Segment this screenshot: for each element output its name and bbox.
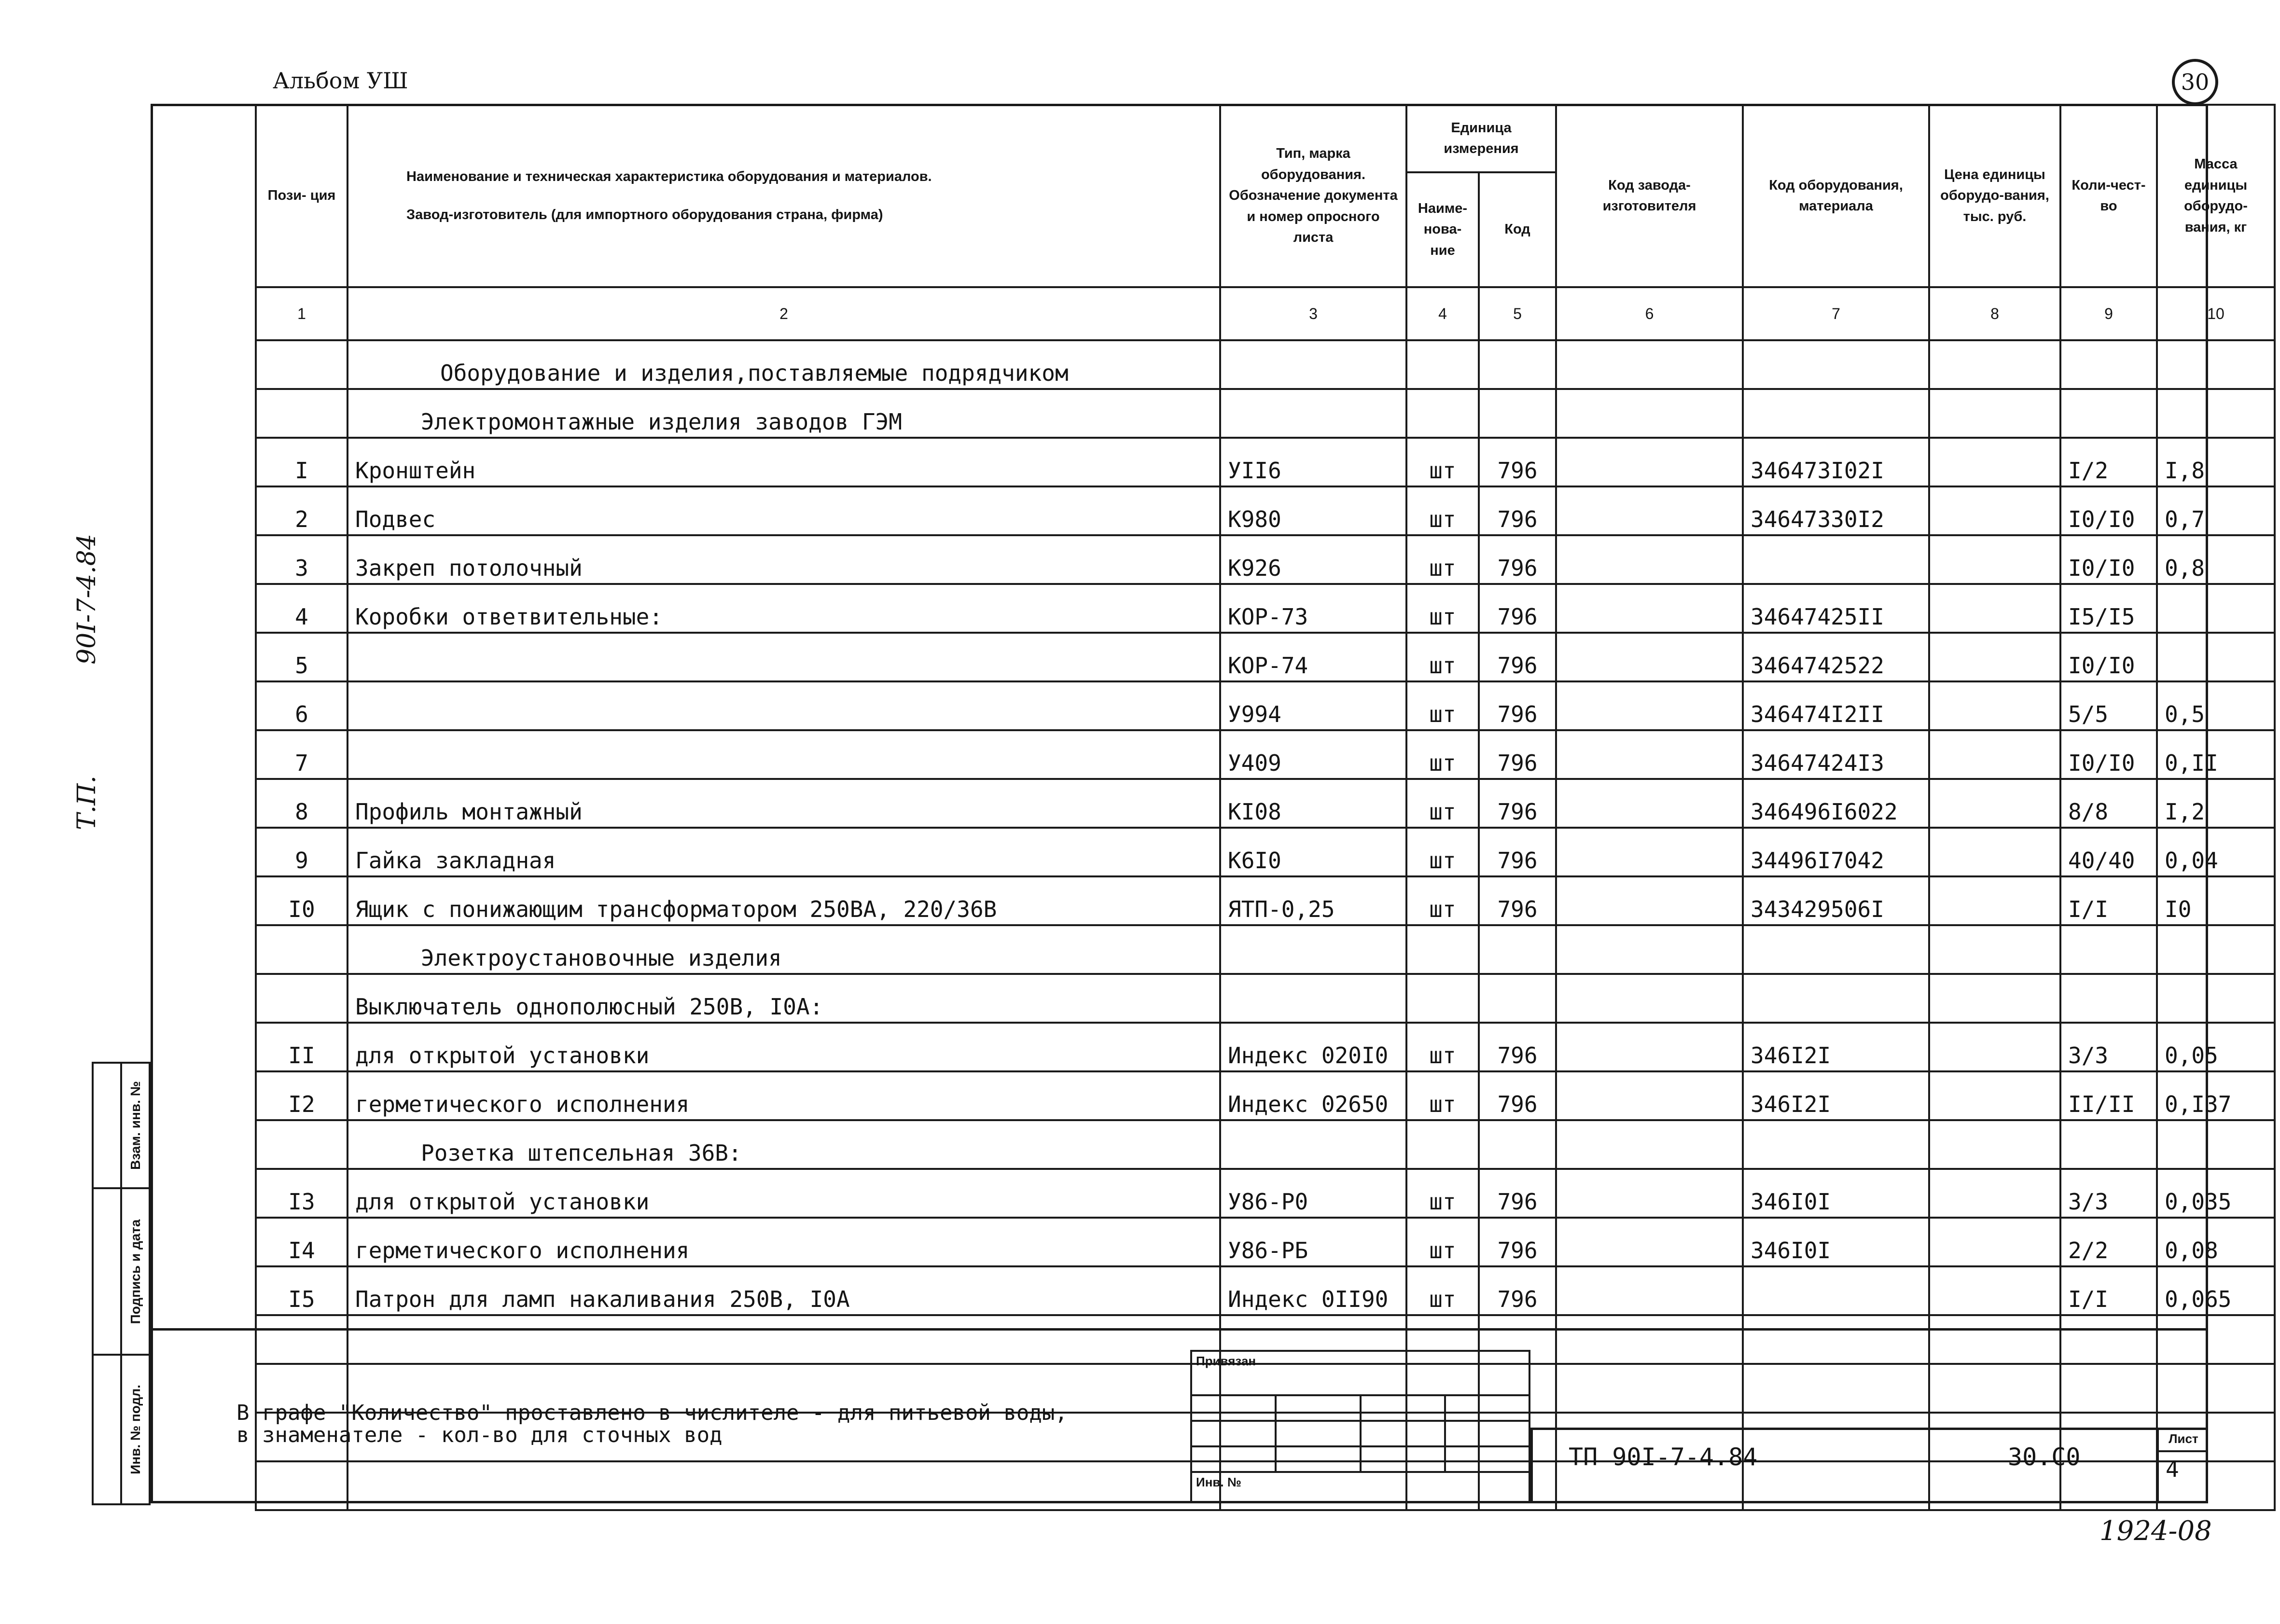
cell-quantity: 3/3 [2060,1023,2157,1071]
cell-price [1929,1071,2060,1120]
cell-position: I4 [256,1218,348,1266]
cell-mass [2157,974,2275,1023]
cell-unit-code: 796 [1479,1218,1556,1266]
cell-quantity: 8/8 [2060,779,2157,828]
cell-price [1929,389,2060,438]
cell-unit-name: шт [1406,633,1479,681]
cell-plant-code [1556,584,1743,633]
cell-position [256,340,348,389]
cell-mass: 0,04 [2157,828,2275,876]
cell-mass [2157,1315,2275,1364]
cell-price [1929,438,2060,486]
cell-quantity: 2/2 [2060,1218,2157,1266]
cell-unit-code: 796 [1479,1266,1556,1315]
sidebar-label-signature-date: Подпись и дата [127,1219,143,1324]
sheet-number-box [2156,1428,2208,1503]
cell-quantity [2060,1315,2157,1364]
cell-unit-name: шт [1406,535,1479,584]
cell-unit-name [1406,1120,1479,1169]
cell-name: для открытой установки [348,1169,1220,1218]
cell-unit-code: 796 [1479,1169,1556,1218]
table-row [256,438,2275,486]
cell-plant-code [1556,1023,1743,1071]
cell-unit-code: 796 [1479,438,1556,486]
table-row [256,584,2275,633]
specification-table [255,104,2276,1511]
cell-type: К6I0 [1220,828,1406,876]
cell-name: Патрон для ламп накаливания 250В, I0А [348,1266,1220,1315]
footnote-line-2: в знаменателе - кол-во для сточных вод [236,1423,723,1448]
cell-equipment-code: 34496I7042 [1743,828,1929,876]
cell-unit-code [1479,389,1556,438]
cell-price [1929,1364,2060,1413]
column-number: 8 [1929,287,2060,340]
cell-type: У86-РБ [1220,1218,1406,1266]
table-row [256,1071,2275,1120]
cell-equipment-code [1743,974,1929,1023]
table-row [256,535,2275,584]
cell-quantity: I/I [2060,876,2157,925]
cell-price [1929,1120,2060,1169]
cell-name: Ящик с понижающим трансформатором 250ВА, 220/36В [348,876,1220,925]
vertical-code-left: Т.П. [72,775,101,830]
table-row [256,876,2275,925]
cell-equipment-code: 346473I02I [1743,438,1929,486]
cell-type: Индекс 02650 [1220,1071,1406,1120]
cell-equipment-code [1743,925,1929,974]
table-row [256,730,2275,779]
cell-name: Гайка закладная [348,828,1220,876]
cell-position: I5 [256,1266,348,1315]
cell-quantity: 5/5 [2060,681,2157,730]
cell-equipment-code: 346I0I [1743,1218,1929,1266]
cell-name: Выключатель однополюсный 250В, I0А: [348,974,1220,1023]
cell-price [1929,925,2060,974]
cell-plant-code [1556,730,1743,779]
cell-plant-code [1556,535,1743,584]
sidebar-cell [93,1188,121,1355]
cell-mass: 0,I37 [2157,1071,2275,1120]
table-row [256,389,2275,438]
cell-position [256,1120,348,1169]
cell-unit-code: 796 [1479,828,1556,876]
cell-price [1929,584,2060,633]
cell-mass [2157,633,2275,681]
header-name-line-2: Завод-изготовитель (для импортного оборудования страна, фирма) [406,207,883,222]
cell-price [1929,779,2060,828]
header-unit-group: Единица измерения [1406,105,1556,172]
cell-position: 8 [256,779,348,828]
cell-name: Закреп потолочный [348,535,1220,584]
column-number: 6 [1556,287,1743,340]
cell-position [256,925,348,974]
cell-unit-name: шт [1406,584,1479,633]
table-row [256,340,2275,389]
cell-position: 5 [256,633,348,681]
column-number: 4 [1406,287,1479,340]
table-row [256,974,2275,1023]
vertical-document-code [72,534,101,830]
cell-equipment-code: 346496I6022 [1743,779,1929,828]
cell-unit-code: 796 [1479,730,1556,779]
cell-name: Профиль монтажный [348,779,1220,828]
cell-quantity [2060,389,2157,438]
cell-type [1220,389,1406,438]
cell-type: КОР-74 [1220,633,1406,681]
cell-unit-name: шт [1406,681,1479,730]
cell-unit-code [1479,340,1556,389]
cell-mass [2157,340,2275,389]
cell-mass: 0,08 [2157,1218,2275,1266]
sheet-code: 30.С0 [2008,1443,2081,1471]
cell-quantity: I0/I0 [2060,486,2157,535]
column-number: 2 [348,287,1220,340]
sidebar-label-original-inv: Инв. № подл. [127,1385,143,1474]
cell-type: Индекс 020I0 [1220,1023,1406,1071]
cell-name: Кронштейн [348,438,1220,486]
cell-type [1220,974,1406,1023]
cell-mass: 0,7 [2157,486,2275,535]
cell-name: Коробки ответвительные: [348,584,1220,633]
cell-equipment-code [1743,1266,1929,1315]
cell-equipment-code [1743,389,1929,438]
cell-mass [2157,925,2275,974]
cell-quantity [2060,1364,2157,1413]
cell-name: для открытой установки [348,1023,1220,1071]
cell-quantity: I/I [2060,1266,2157,1315]
table-row [256,1169,2275,1218]
table-row [256,1023,2275,1071]
cell-equipment-code: 346I0I [1743,1169,1929,1218]
cell-plant-code [1556,876,1743,925]
cell-unit-name: шт [1406,828,1479,876]
cell-quantity [2060,340,2157,389]
cell-position: I [256,438,348,486]
cell-position: 7 [256,730,348,779]
cell-type: К926 [1220,535,1406,584]
sheet-label: Лист [2159,1428,2208,1452]
cell-position: 9 [256,828,348,876]
cell-plant-code [1556,779,1743,828]
cell-quantity: 40/40 [2060,828,2157,876]
cell-price [1929,486,2060,535]
cell-equipment-code [1743,1120,1929,1169]
cell-price [1929,1315,2060,1364]
cell-mass [2157,389,2275,438]
cell-unit-name: шт [1406,1023,1479,1071]
cell-mass: 0,065 [2157,1266,2275,1315]
cell-plant-code [1556,1218,1743,1266]
cell-type: У86-Р0 [1220,1169,1406,1218]
header-quantity: Коли-чест-во [2060,105,2157,287]
cell-quantity: I/2 [2060,438,2157,486]
cell-position: I3 [256,1169,348,1218]
header-unit-code: Код [1479,172,1556,287]
sidebar-cell [121,1355,150,1504]
cell-unit-name [1406,389,1479,438]
sidebar-cell [93,1355,121,1504]
footer-divider [151,1328,2208,1331]
cell-unit-code: 796 [1479,633,1556,681]
cell-plant-code [1556,1266,1743,1315]
cell-mass: I,2 [2157,779,2275,828]
cell-type: КОР-73 [1220,584,1406,633]
cell-price [1929,828,2060,876]
sidebar-label-replaced-inv: Взам. инв. № [127,1081,143,1170]
column-number-row [256,287,2275,340]
cell-position: I0 [256,876,348,925]
cell-name: Электроустановочные изделия [348,925,1220,974]
cell-equipment-code [1743,535,1929,584]
cell-unit-code: 796 [1479,1023,1556,1071]
column-number: 9 [2060,287,2157,340]
cell-type [1220,340,1406,389]
column-number: 1 [256,287,348,340]
cell-unit-name: шт [1406,876,1479,925]
cell-name: Электромонтажные изделия заводов ГЭМ [348,389,1220,438]
cell-name [348,1315,1220,1364]
cell-equipment-code [1743,1315,1929,1364]
cell-plant-code [1556,1364,1743,1413]
table-row [256,1266,2275,1315]
cell-plant-code [1556,828,1743,876]
header-name [348,105,1220,287]
cell-quantity [2060,974,2157,1023]
cell-equipment-code [1743,340,1929,389]
cell-quantity: I0/I0 [2060,535,2157,584]
cell-price [1929,1169,2060,1218]
cell-equipment-code: 346I2I [1743,1023,1929,1071]
table-row [256,1120,2275,1169]
cell-unit-code [1479,974,1556,1023]
sidebar-cell [93,1063,121,1188]
cell-quantity: II/II [2060,1071,2157,1120]
cell-mass [2157,584,2275,633]
cell-type: У994 [1220,681,1406,730]
cell-price [1929,340,2060,389]
cell-quantity: I5/I5 [2060,584,2157,633]
cell-name [348,730,1220,779]
cell-unit-name: шт [1406,1169,1479,1218]
cell-type: К980 [1220,486,1406,535]
table-row [256,925,2275,974]
table-row [256,1218,2275,1266]
cell-name: герметического исполнения [348,1218,1220,1266]
header-name-line-1: Наименование и техническая характеристика оборудования и материалов. [406,168,932,184]
cell-plant-code [1556,633,1743,681]
cell-price [1929,1218,2060,1266]
attach-inv: Инв. № [1191,1472,1529,1502]
cell-price [1929,633,2060,681]
cell-price [1929,730,2060,779]
cell-unit-code [1479,1120,1556,1169]
cell-name: Оборудование и изделия,поставляемые подрядчиком [348,340,1220,389]
header-type [1220,105,1406,287]
vertical-code-right: 90I-7-4.84 [72,534,101,665]
cell-unit-code: 796 [1479,535,1556,584]
cell-plant-code [1556,974,1743,1023]
footnote [236,1402,1068,1446]
cell-mass [2157,1120,2275,1169]
cell-position: I2 [256,1071,348,1120]
column-number: 10 [2157,287,2275,340]
cell-quantity [2060,925,2157,974]
cell-equipment-code: 346474I2II [1743,681,1929,730]
cell-unit-name [1406,340,1479,389]
approval-sidebar [92,1062,151,1505]
header-type-line-2: Обозначение документа и номер опросного листа [1229,188,1398,246]
column-number: 3 [1220,287,1406,340]
cell-plant-code [1556,1315,1743,1364]
specification-body [256,340,2275,1510]
cell-unit-code: 796 [1479,486,1556,535]
cell-unit-name: шт [1406,486,1479,535]
header-type-line-1: Тип, марка оборудования. [1261,146,1366,182]
cell-unit-code: 796 [1479,681,1556,730]
cell-unit-code: 796 [1479,1071,1556,1120]
cell-mass: 0,035 [2157,1169,2275,1218]
page-number-stamp: 30 [2172,59,2218,105]
cell-unit-name: шт [1406,1218,1479,1266]
table-row [256,828,2275,876]
cell-position: 4 [256,584,348,633]
cell-plant-code [1556,438,1743,486]
cell-unit-code: 796 [1479,584,1556,633]
album-label: Альбом УШ [273,68,408,94]
cell-quantity: 3/3 [2060,1169,2157,1218]
cell-mass: I,8 [2157,438,2275,486]
cell-equipment-code: 34647425II [1743,584,1929,633]
header-position: Пози- ция [256,105,348,287]
cell-position: 6 [256,681,348,730]
cell-price [1929,535,2060,584]
cell-type: КI08 [1220,779,1406,828]
cell-unit-code [1479,925,1556,974]
cell-type [1220,1120,1406,1169]
column-number: 5 [1479,287,1556,340]
cell-unit-code: 796 [1479,876,1556,925]
cell-unit-name: шт [1406,1071,1479,1120]
header-plant-code: Код завода-изготовителя [1556,105,1743,287]
cell-position [256,389,348,438]
cell-name: герметического исполнения [348,1071,1220,1120]
cell-plant-code [1556,1120,1743,1169]
cell-quantity: I0/I0 [2060,730,2157,779]
cell-position: II [256,1023,348,1071]
cell-plant-code [1556,486,1743,535]
cell-unit-name: шт [1406,779,1479,828]
cell-price [1929,974,2060,1023]
cell-name [348,1461,1220,1510]
cell-plant-code [1556,1071,1743,1120]
cell-position [256,974,348,1023]
cell-price [1929,1266,2060,1315]
cell-mass [2157,1364,2275,1413]
project-code: ТП 90I-7-4.84 [1569,1443,1758,1471]
table-row [256,486,2275,535]
cell-equipment-code: 34647330I2 [1743,486,1929,535]
cell-price [1929,1023,2060,1071]
cell-plant-code [1556,389,1743,438]
cell-type: У409 [1220,730,1406,779]
header-price: Цена единицы оборудо-вания, тыс. руб. [1929,105,2060,287]
cell-type [1220,925,1406,974]
cell-price [1929,876,2060,925]
cell-mass: 0,05 [2157,1023,2275,1071]
cell-mass: 0,II [2157,730,2275,779]
cell-unit-code: 796 [1479,779,1556,828]
sidebar-cell [121,1063,150,1188]
cell-name [348,633,1220,681]
cell-equipment-code: 346I2I [1743,1071,1929,1120]
cell-position [256,1461,348,1510]
cell-unit-name: шт [1406,730,1479,779]
header-equipment-code: Код оборудования, материала [1743,105,1929,287]
sheet-number: 4 [2166,1456,2179,1482]
cell-equipment-code: 343429506I [1743,876,1929,925]
cell-equipment-code [1743,1364,1929,1413]
cell-mass: 0,8 [2157,535,2275,584]
cell-plant-code [1556,681,1743,730]
cell-name: Подвес [348,486,1220,535]
cell-plant-code [1556,925,1743,974]
sidebar-cell [121,1188,150,1355]
cell-name [348,681,1220,730]
cell-plant-code [1556,340,1743,389]
attach-title: Привязан [1191,1351,1529,1395]
header-unit-name: Наиме-нова-ние [1406,172,1479,287]
cell-plant-code [1556,1169,1743,1218]
cell-name: Розетка штепсельная 36В: [348,1120,1220,1169]
table-row [256,681,2275,730]
cell-unit-name: шт [1406,438,1479,486]
cell-position: 2 [256,486,348,535]
column-number: 7 [1743,287,1929,340]
cell-mass: 0,5 [2157,681,2275,730]
cell-equipment-code: 3464742522 [1743,633,1929,681]
cell-equipment-code: 34647424I3 [1743,730,1929,779]
cell-mass: I0 [2157,876,2275,925]
header-mass: Масса единицы оборудо-вания, кг [2157,105,2275,287]
cell-type: УII6 [1220,438,1406,486]
attachment-stamp [1190,1350,1530,1503]
cell-price [1929,681,2060,730]
cell-unit-name [1406,974,1479,1023]
footnote-line-1: В графе "Количество" проставлено в числителе - для питьевой воды, [236,1401,1068,1425]
cell-unit-name [1406,925,1479,974]
table-row [256,779,2275,828]
cell-quantity: I0/I0 [2060,633,2157,681]
cell-position: 3 [256,535,348,584]
cell-type: ЯТП-0,25 [1220,876,1406,925]
handwritten-note: 1924-08 [2099,1515,2212,1547]
cell-unit-name: шт [1406,1266,1479,1315]
cell-quantity [2060,1120,2157,1169]
cell-position [256,1315,348,1364]
table-row [256,633,2275,681]
cell-type: Индекс 0II90 [1220,1266,1406,1315]
